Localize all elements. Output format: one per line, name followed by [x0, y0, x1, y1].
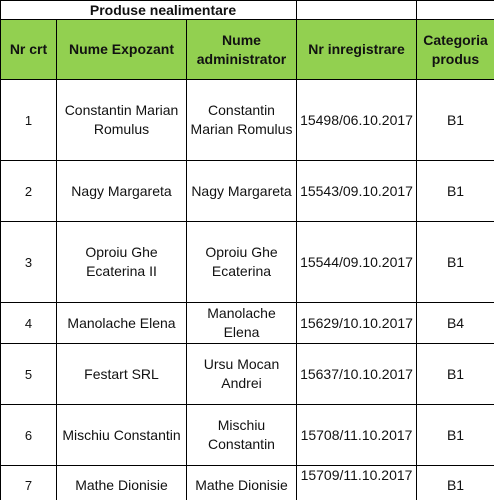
cell-expozant: Mathe Dionisie [57, 466, 187, 500]
cell-inregistrare: 15498/06.10.2017 [297, 80, 417, 161]
cell-expozant: Constantin Marian Romulus [57, 80, 187, 161]
header-row [1, 20, 494, 80]
cell-administrator: Constantin Marian Romulus [187, 80, 297, 161]
cell-expozant: Mischiu Constantin [57, 405, 187, 466]
title-empty-cell [417, 1, 494, 20]
cell-categoria: B1 [417, 405, 494, 466]
table-row [1, 222, 494, 303]
cell-categoria: B1 [417, 222, 494, 303]
cell-nr: 5 [1, 344, 57, 405]
cell-administrator: Mathe Dionisie [187, 466, 297, 500]
cell-inregistrare: 15629/10.10.2017 [297, 303, 417, 344]
cell-nr: 7 [1, 466, 57, 500]
header-nr-inregistrare: Nr inregistrare [297, 20, 417, 80]
cell-categoria: B4 [417, 303, 494, 344]
table-row [1, 303, 494, 344]
table-row [1, 344, 494, 405]
header-nr-crt: Nr crt [1, 20, 57, 80]
table-row [1, 161, 494, 222]
cell-nr: 2 [1, 161, 57, 222]
table-row [1, 405, 494, 466]
table-title: Produse nealimentare [1, 1, 297, 20]
cell-categoria: B1 [417, 80, 494, 161]
cell-nr: 4 [1, 303, 57, 344]
cell-inregistrare: 15708/11.10.2017 [297, 405, 417, 466]
cell-nr: 3 [1, 222, 57, 303]
cell-expozant: Festart SRL [57, 344, 187, 405]
cell-categoria: B1 [417, 161, 494, 222]
cell-administrator: Mischiu Constantin [187, 405, 297, 466]
header-nume-administrator: Nume administrator [187, 20, 297, 80]
table-row [1, 466, 494, 500]
cell-administrator: Ursu Mocan Andrei [187, 344, 297, 405]
cell-inregistrare: 15543/09.10.2017 [297, 161, 417, 222]
cell-inregistrare: 15637/10.10.2017 [297, 344, 417, 405]
cell-nr: 1 [1, 80, 57, 161]
cell-administrator: Nagy Margareta [187, 161, 297, 222]
title-empty-cell [297, 1, 417, 20]
cell-administrator: Manolache Elena [187, 303, 297, 344]
cell-inregistrare: 15544/09.10.2017 [297, 222, 417, 303]
cell-nr: 6 [1, 405, 57, 466]
cell-categoria: B1 [417, 344, 494, 405]
table-row [1, 80, 494, 161]
cell-administrator: Oproiu Ghe Ecaterina [187, 222, 297, 303]
cell-expozant: Manolache Elena [57, 303, 187, 344]
title-row [1, 1, 494, 20]
header-categoria-produs: Categoria produs [417, 20, 494, 80]
cell-expozant: Nagy Margareta [57, 161, 187, 222]
cell-expozant: Oproiu Ghe Ecaterina II [57, 222, 187, 303]
header-nume-expozant: Nume Expozant [57, 20, 187, 80]
cell-inregistrare: 15709/11.10.2017 [297, 466, 417, 500]
cell-categoria: B1 [417, 466, 494, 500]
